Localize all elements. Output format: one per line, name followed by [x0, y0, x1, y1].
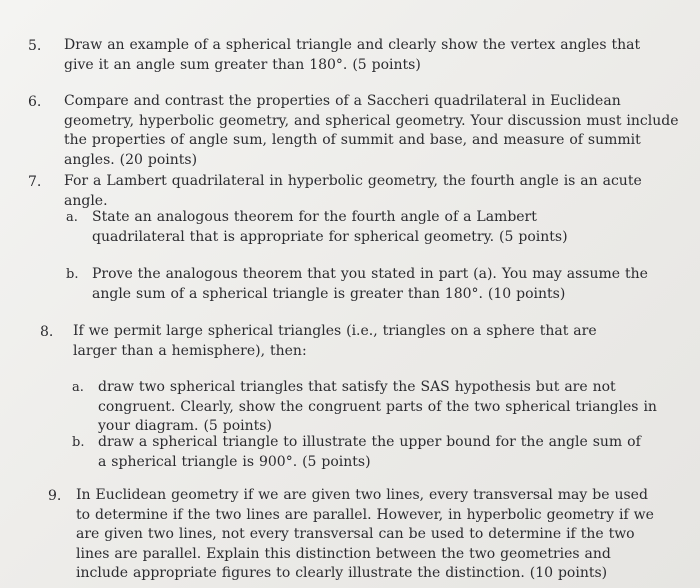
- question-text: Compare and contrast the properties of a Saccheri quadrilateral in Euclidean geometry, hyperbolic geometry, and spherical geometry. Your discussion must include the properties of angle sum, length of summit and base, and measure of summit angles. (20 points): [64, 93, 679, 168]
- part-letter: a.: [66, 210, 78, 225]
- question-7a: [66, 208, 666, 247]
- part-text: State an analogous theorem for the fourth angle of a Lambert quadrilateral that is appropriate for spherical geometry. (5 points): [92, 209, 568, 245]
- question-8a: [72, 378, 682, 437]
- question-text: For a Lambert quadrilateral in hyperbolic geometry, the fourth angle is an acute angle.: [64, 173, 642, 209]
- question-5: [28, 36, 688, 75]
- question-6: [28, 92, 688, 170]
- part-letter: a.: [72, 380, 84, 395]
- question-number: 7.: [28, 174, 42, 190]
- question-7: [28, 172, 688, 211]
- question-9: [48, 486, 688, 584]
- question-text: Draw an example of a spherical triangle and clearly show the vertex angles that give it an angle sum greater than 180°. (5 points): [64, 37, 641, 73]
- part-text: draw two spherical triangles that satisfy the SAS hypothesis but are not congruent. Clearly, show the congruent parts of the two spherical triangles in your diagram. (5 points): [98, 379, 657, 434]
- question-number: 5.: [28, 38, 42, 54]
- part-text: draw a spherical triangle to illustrate the upper bound for the angle sum of a spherical triangle is 900°. (5 points): [98, 434, 641, 470]
- question-7b: [66, 265, 666, 304]
- part-letter: b.: [66, 267, 79, 282]
- question-text: In Euclidean geometry if we are given two lines, every transversal may be used to determine if the two lines are parallel. However, in hyperbolic geometry if we are given two lines, not every transversal can be used to determine if the two lines are parallel. Explain this distinction between the two geometries and include appropriate figures to clearly illustrate the distinction. (10 points): [76, 487, 654, 581]
- part-text: Prove the analogous theorem that you stated in part (a). You may assume the angle sum of a spherical triangle is greater than 180°. (10 points): [92, 266, 648, 302]
- question-number: 6.: [28, 94, 42, 110]
- question-8: [40, 322, 680, 361]
- question-text: If we permit large spherical triangles (i.e., triangles on a sphere that are larger than a hemisphere), then:: [73, 323, 597, 359]
- question-number: 9.: [48, 488, 62, 504]
- part-letter: b.: [72, 435, 85, 450]
- question-number: 8.: [40, 324, 54, 340]
- question-8b: [72, 433, 682, 472]
